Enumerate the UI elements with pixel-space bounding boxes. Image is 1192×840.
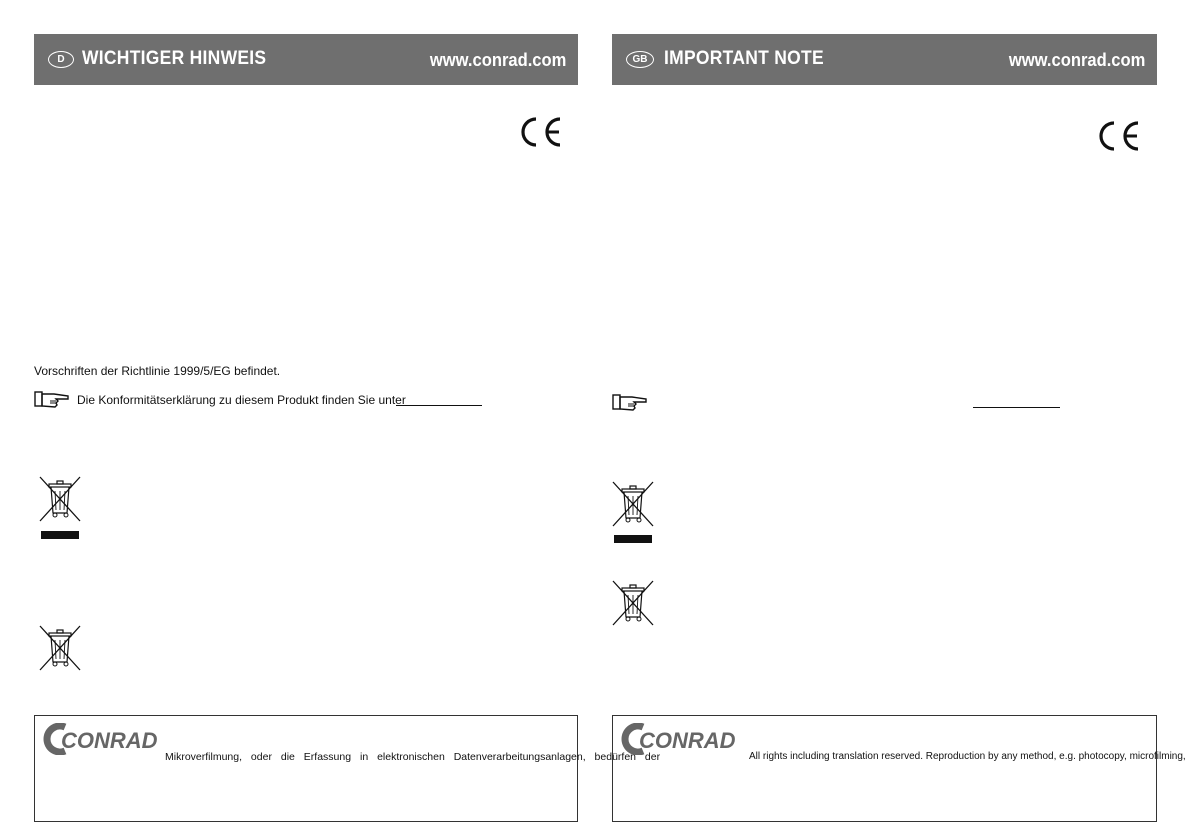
language-badge: GB [626, 51, 654, 68]
weee-bin-icon [38, 475, 82, 525]
pointing-hand-icon [34, 389, 70, 409]
logo-text: CONRAD [61, 728, 158, 753]
language-badge: D [48, 51, 74, 68]
battery-bin-icon [38, 624, 82, 672]
declaration-link-blank [396, 405, 482, 406]
declaration-link-blank [973, 407, 1060, 408]
pointing-hand-icon [612, 392, 648, 412]
footer-box [34, 715, 661, 822]
footer-text: Mikroverfilmung, oder die Erfassung in elektronischen Datenverarbeitungsanlagen, bedürfen der [165, 751, 661, 763]
footer-text: All rights including translation reserved. Reproduction by any method, e.g. photocopy, microfilming, [749, 751, 1186, 762]
ce-mark-icon [1094, 120, 1142, 152]
german-column [34, 0, 661, 840]
header-bar [612, 34, 1157, 85]
ce-mark-icon [516, 116, 564, 148]
weee-bar [614, 535, 652, 543]
declaration-text: Die Konformitätserklärung zu diesem Produkt finden Sie unter [77, 393, 406, 407]
directive-text: Vorschriften der Richtlinie 1999/5/EG befindet. [34, 364, 281, 378]
logo-text: CONRAD [639, 728, 736, 753]
battery-bin-icon [611, 579, 655, 627]
header-bar [34, 34, 578, 85]
english-column [612, 0, 1186, 840]
weee-bin-icon [611, 480, 655, 530]
footer-box [612, 715, 1186, 822]
conrad-logo [43, 723, 159, 755]
header-title: IMPORTANT NOTE [664, 48, 824, 69]
weee-bar [41, 531, 79, 539]
header-url[interactable]: www.conrad.com [1008, 50, 1145, 70]
header-url[interactable]: www.conrad.com [429, 50, 566, 70]
header-title: WICHTIGER HINWEIS [82, 48, 267, 69]
conrad-logo [621, 723, 737, 755]
